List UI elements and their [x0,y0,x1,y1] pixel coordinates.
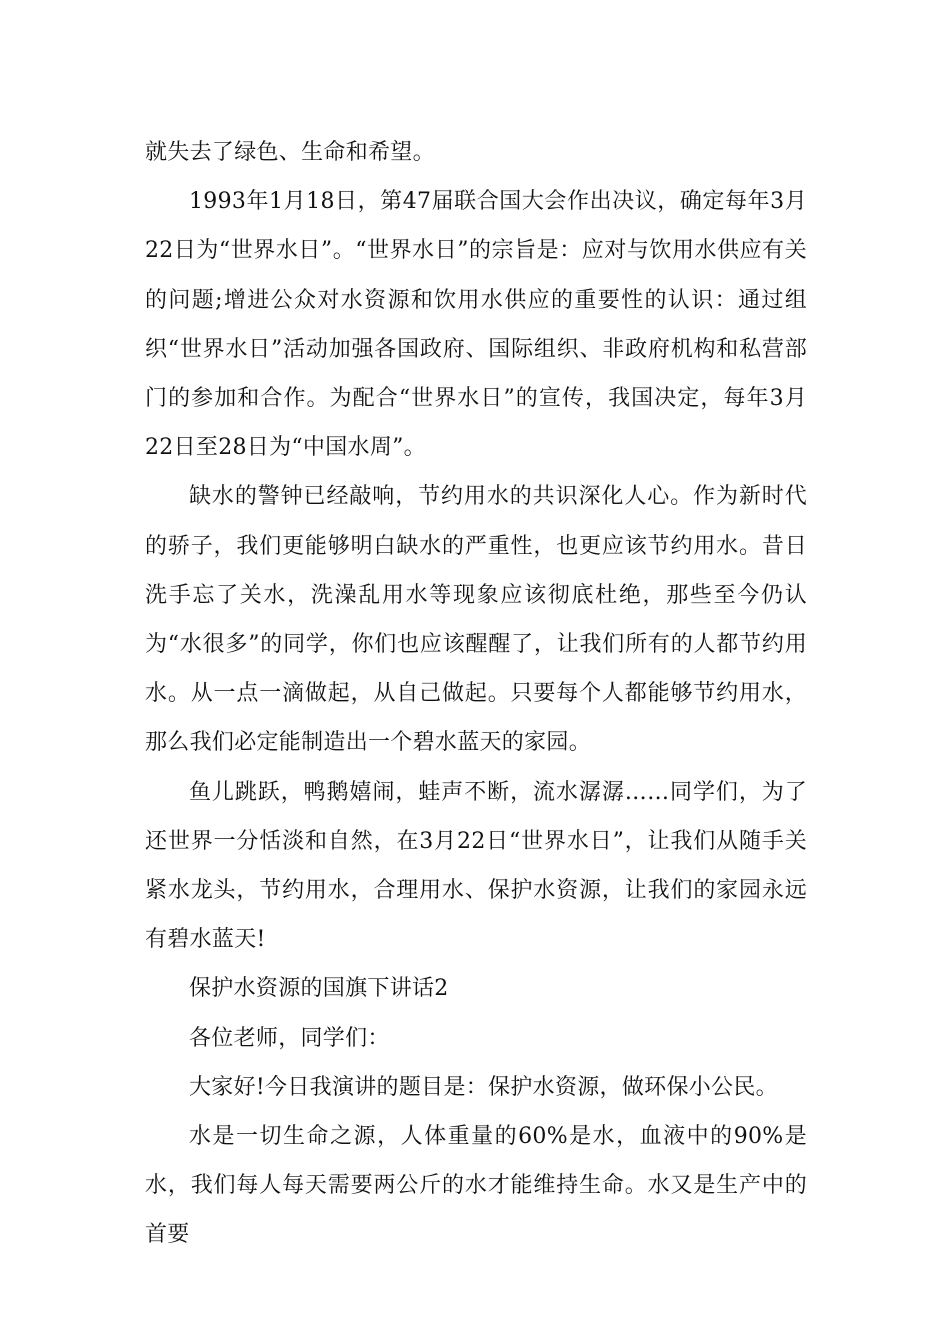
document-body [145,128,807,1260]
speech-greeting: 大家好!今日我演讲的题目是：保护水资源，做环保小公民。 [189,1074,778,1100]
paragraph-world-water-day: 1993年1月18日，第47届联合国大会作出决议，确定每年3月22日为“世界水日”。“世界水日”的宗旨是：应对与饮用水供应有关的问题;增进公众对水资源和饮用水供应的重要性的认识：通过组织“世界水日”活动加强各国政府、国际组织、非政府机构和私营部门的参加和合作。为配合“世界水日”的宣传，我国决定，每年3月22日至28日为“中国水周”。 [145,189,807,461]
speech-salutation: 各位老师，同学们： [189,1025,390,1051]
paragraph-water-source-of-life: 水是一切生命之源，人体重量的60%是水，血液中的90%是水，我们每人每天需要两公斤的水才能维持生命。水又是生产中的首要 [145,1124,807,1248]
paragraph-water-shortage: 缺水的警钟已经敲响，节约用水的共识深化人心。作为新时代的骄子，我们更能够明白缺水的严重性，也更应该节约用水。昔日洗手忘了关水，洗澡乱用水等现象应该彻底杜绝，那些至今仍认为“水很多”的同学，你们也应该醒醒了，让我们所有的人都节约用水。从一点一滴做起，从自己做起。只要每个人都能够节约用水，那么我们必定能制造出一个碧水蓝天的家园。 [145,484,807,756]
paragraph-call-to-action: 鱼儿跳跃，鸭鹅嬉闹，蛙声不断，流水潺潺……同学们，为了还世界一分恬淡和自然，在3月22日“世界水日”，让我们从随手关紧水龙头，节约用水，合理用水、保护水资源，让我们的家园永远有碧水蓝天! [145,779,807,953]
speech-title: 保护水资源的国旗下讲话2 [189,976,449,1002]
paragraph-continuation: 就失去了绿色、生命和希望。 [145,140,435,165]
